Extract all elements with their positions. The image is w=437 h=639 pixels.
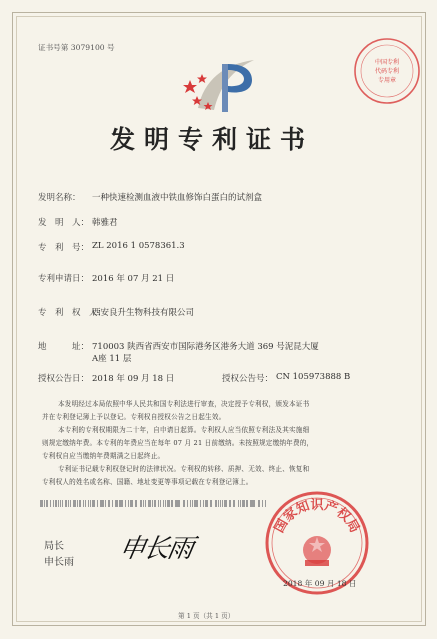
barcode-bar bbox=[220, 500, 221, 507]
grant-number-label: 授权公告号： bbox=[222, 374, 274, 384]
field-label-patent-number: 专 利 号： bbox=[38, 243, 90, 253]
barcode-bar bbox=[46, 500, 48, 507]
barcode-bar bbox=[184, 500, 185, 507]
cert-number-value: 3079100 bbox=[70, 43, 105, 52]
field-value-patent-number: ZL 2016 1 0578361.3 bbox=[92, 241, 185, 251]
barcode-bar bbox=[226, 500, 227, 507]
field-value-address-line2: A座 11 层 bbox=[92, 354, 132, 364]
director-name: 申长雨 bbox=[44, 557, 74, 568]
field-value-patentee: 西安良升生物科技有限公司 bbox=[92, 308, 195, 318]
barcode-bar bbox=[58, 500, 59, 507]
page-footer: 第 1 页（共 1 页） bbox=[178, 612, 235, 620]
barcode-bar bbox=[234, 500, 235, 507]
barcode-bar bbox=[176, 500, 178, 507]
field-label-patentee: 专 利 权 人： bbox=[38, 308, 107, 318]
cert-number-label: 证书号第 bbox=[38, 43, 69, 52]
barcode-bar bbox=[251, 500, 253, 507]
body-line-2: 并在专利登记簿上予以登记。专利权自授权公告之日起生效。 bbox=[42, 413, 226, 421]
field-value-invention-name: 一种快速检测血液中铁血修饰白蛋白的试剂盒 bbox=[92, 193, 263, 203]
field-value-address: 710003 陕西省西安市国际港务区港务大道 369 号泥昆大厦 bbox=[92, 342, 319, 352]
barcode-bar bbox=[130, 500, 132, 507]
barcode-bar bbox=[55, 500, 57, 507]
barcode-bar bbox=[143, 500, 145, 507]
barcode-bar bbox=[171, 500, 173, 507]
barcode-bar bbox=[254, 500, 255, 507]
barcode-bar bbox=[207, 500, 208, 507]
barcode-bar bbox=[101, 500, 103, 507]
barcode-bar bbox=[93, 500, 95, 507]
barcode-bar bbox=[243, 500, 245, 507]
barcode-bar bbox=[224, 500, 226, 507]
barcode-bar bbox=[115, 500, 117, 507]
body-line-3: 本专利的专利权期限为二十年，自申请日起算。专利权人应当依照专利法及其实施细 bbox=[58, 426, 310, 434]
side-seal-line-1: 中国专利 bbox=[374, 59, 400, 66]
field-value-inventor: 韩雅君 bbox=[92, 218, 118, 228]
barcode-bar bbox=[190, 500, 192, 507]
barcode-bar bbox=[97, 500, 99, 507]
barcode-bar bbox=[140, 500, 142, 507]
field-label-invention-name: 发明名称： bbox=[38, 193, 81, 203]
body-line-7: 专利权人的姓名或名称、国籍、地址变更等事项记载在专利登记簿上。 bbox=[42, 478, 253, 486]
barcode-bar bbox=[229, 500, 231, 507]
barcode-bar bbox=[195, 500, 197, 507]
side-seal-line-2: 代码专利 bbox=[374, 68, 400, 75]
barcode-bar bbox=[205, 500, 207, 507]
barcode-bar bbox=[40, 500, 42, 507]
barcode-bar bbox=[120, 500, 122, 507]
barcode-bar bbox=[179, 500, 180, 507]
barcode-bar bbox=[215, 500, 217, 507]
barcode-bar bbox=[50, 500, 51, 507]
barcode-bar bbox=[132, 500, 133, 507]
cert-number bbox=[38, 42, 115, 53]
barcode-bar bbox=[128, 500, 130, 507]
barcode-bar bbox=[152, 500, 153, 507]
barcode-bar bbox=[203, 500, 205, 507]
barcode-bar bbox=[65, 500, 67, 507]
barcode-bar bbox=[259, 500, 260, 507]
barcode-bar bbox=[238, 500, 240, 507]
barcode-bar bbox=[79, 500, 81, 507]
barcode-bar bbox=[125, 500, 126, 507]
seal-text: 国家知识产权局 bbox=[271, 498, 363, 536]
barcode bbox=[40, 500, 268, 508]
barcode-bar bbox=[74, 500, 76, 507]
barcode-bar bbox=[109, 500, 110, 507]
barcode-bar bbox=[62, 500, 63, 507]
barcode-bar bbox=[112, 500, 114, 507]
barcode-bar bbox=[77, 500, 78, 507]
body-line-1: 本发明经过本局依照中华人民共和国专利法进行审查，决定授予专利权，颁发本证书 bbox=[58, 400, 310, 408]
body-line-4: 则规定缴纳年费。本专利的年费应当在每年 07 月 21 日前缴纳。未按照规定缴纳年费的， bbox=[42, 439, 314, 447]
patent-office-logo-icon bbox=[180, 50, 260, 120]
body-line-5: 专利权自应当缴纳年费期满之日起终止。 bbox=[42, 452, 165, 460]
barcode-bar bbox=[160, 500, 161, 507]
director-signature: 申长雨 bbox=[116, 534, 195, 564]
barcode-bar bbox=[53, 500, 55, 507]
barcode-bar bbox=[163, 500, 165, 507]
barcode-bar bbox=[211, 500, 212, 507]
barcode-bar bbox=[218, 500, 220, 507]
barcode-bar bbox=[154, 500, 156, 507]
body-line-6: 专利证书记载专利权登记时的法律状况。专利权的转移、质押、无效、终止、恢复和 bbox=[58, 465, 310, 473]
barcode-bar bbox=[105, 500, 106, 507]
barcode-bar bbox=[136, 500, 137, 507]
field-label-address: 地 址： bbox=[38, 342, 90, 352]
special-seal-icon bbox=[352, 36, 422, 106]
barcode-bar bbox=[187, 500, 189, 507]
cert-number-suffix: 号 bbox=[107, 43, 115, 52]
field-label-inventor: 发 明 人： bbox=[38, 218, 90, 228]
barcode-bar bbox=[88, 500, 90, 507]
side-seal-line-3: 专用章 bbox=[377, 77, 397, 84]
barcode-bar bbox=[145, 500, 146, 507]
barcode-bar bbox=[70, 500, 71, 507]
grant-date-value: 2018 年 09 月 18 日 bbox=[92, 374, 175, 384]
field-label-filing-date: 专利申请日： bbox=[38, 274, 90, 284]
barcode-bar bbox=[85, 500, 86, 507]
grant-date-label: 授权公告日： bbox=[38, 374, 90, 384]
barcode-bar bbox=[68, 500, 70, 507]
field-value-filing-date: 2016 年 07 月 21 日 bbox=[92, 274, 175, 284]
grant-number-value: CN 105973888 B bbox=[276, 372, 351, 382]
barcode-bar bbox=[200, 500, 201, 507]
director-title: 局长 bbox=[44, 541, 64, 552]
barcode-bar bbox=[149, 500, 151, 507]
barcode-bar bbox=[246, 500, 248, 507]
seal-date: 2018 年 09 月 18 日 bbox=[283, 579, 357, 588]
barcode-bar bbox=[168, 500, 170, 507]
certificate-title: 发明专利证书 bbox=[110, 125, 315, 154]
